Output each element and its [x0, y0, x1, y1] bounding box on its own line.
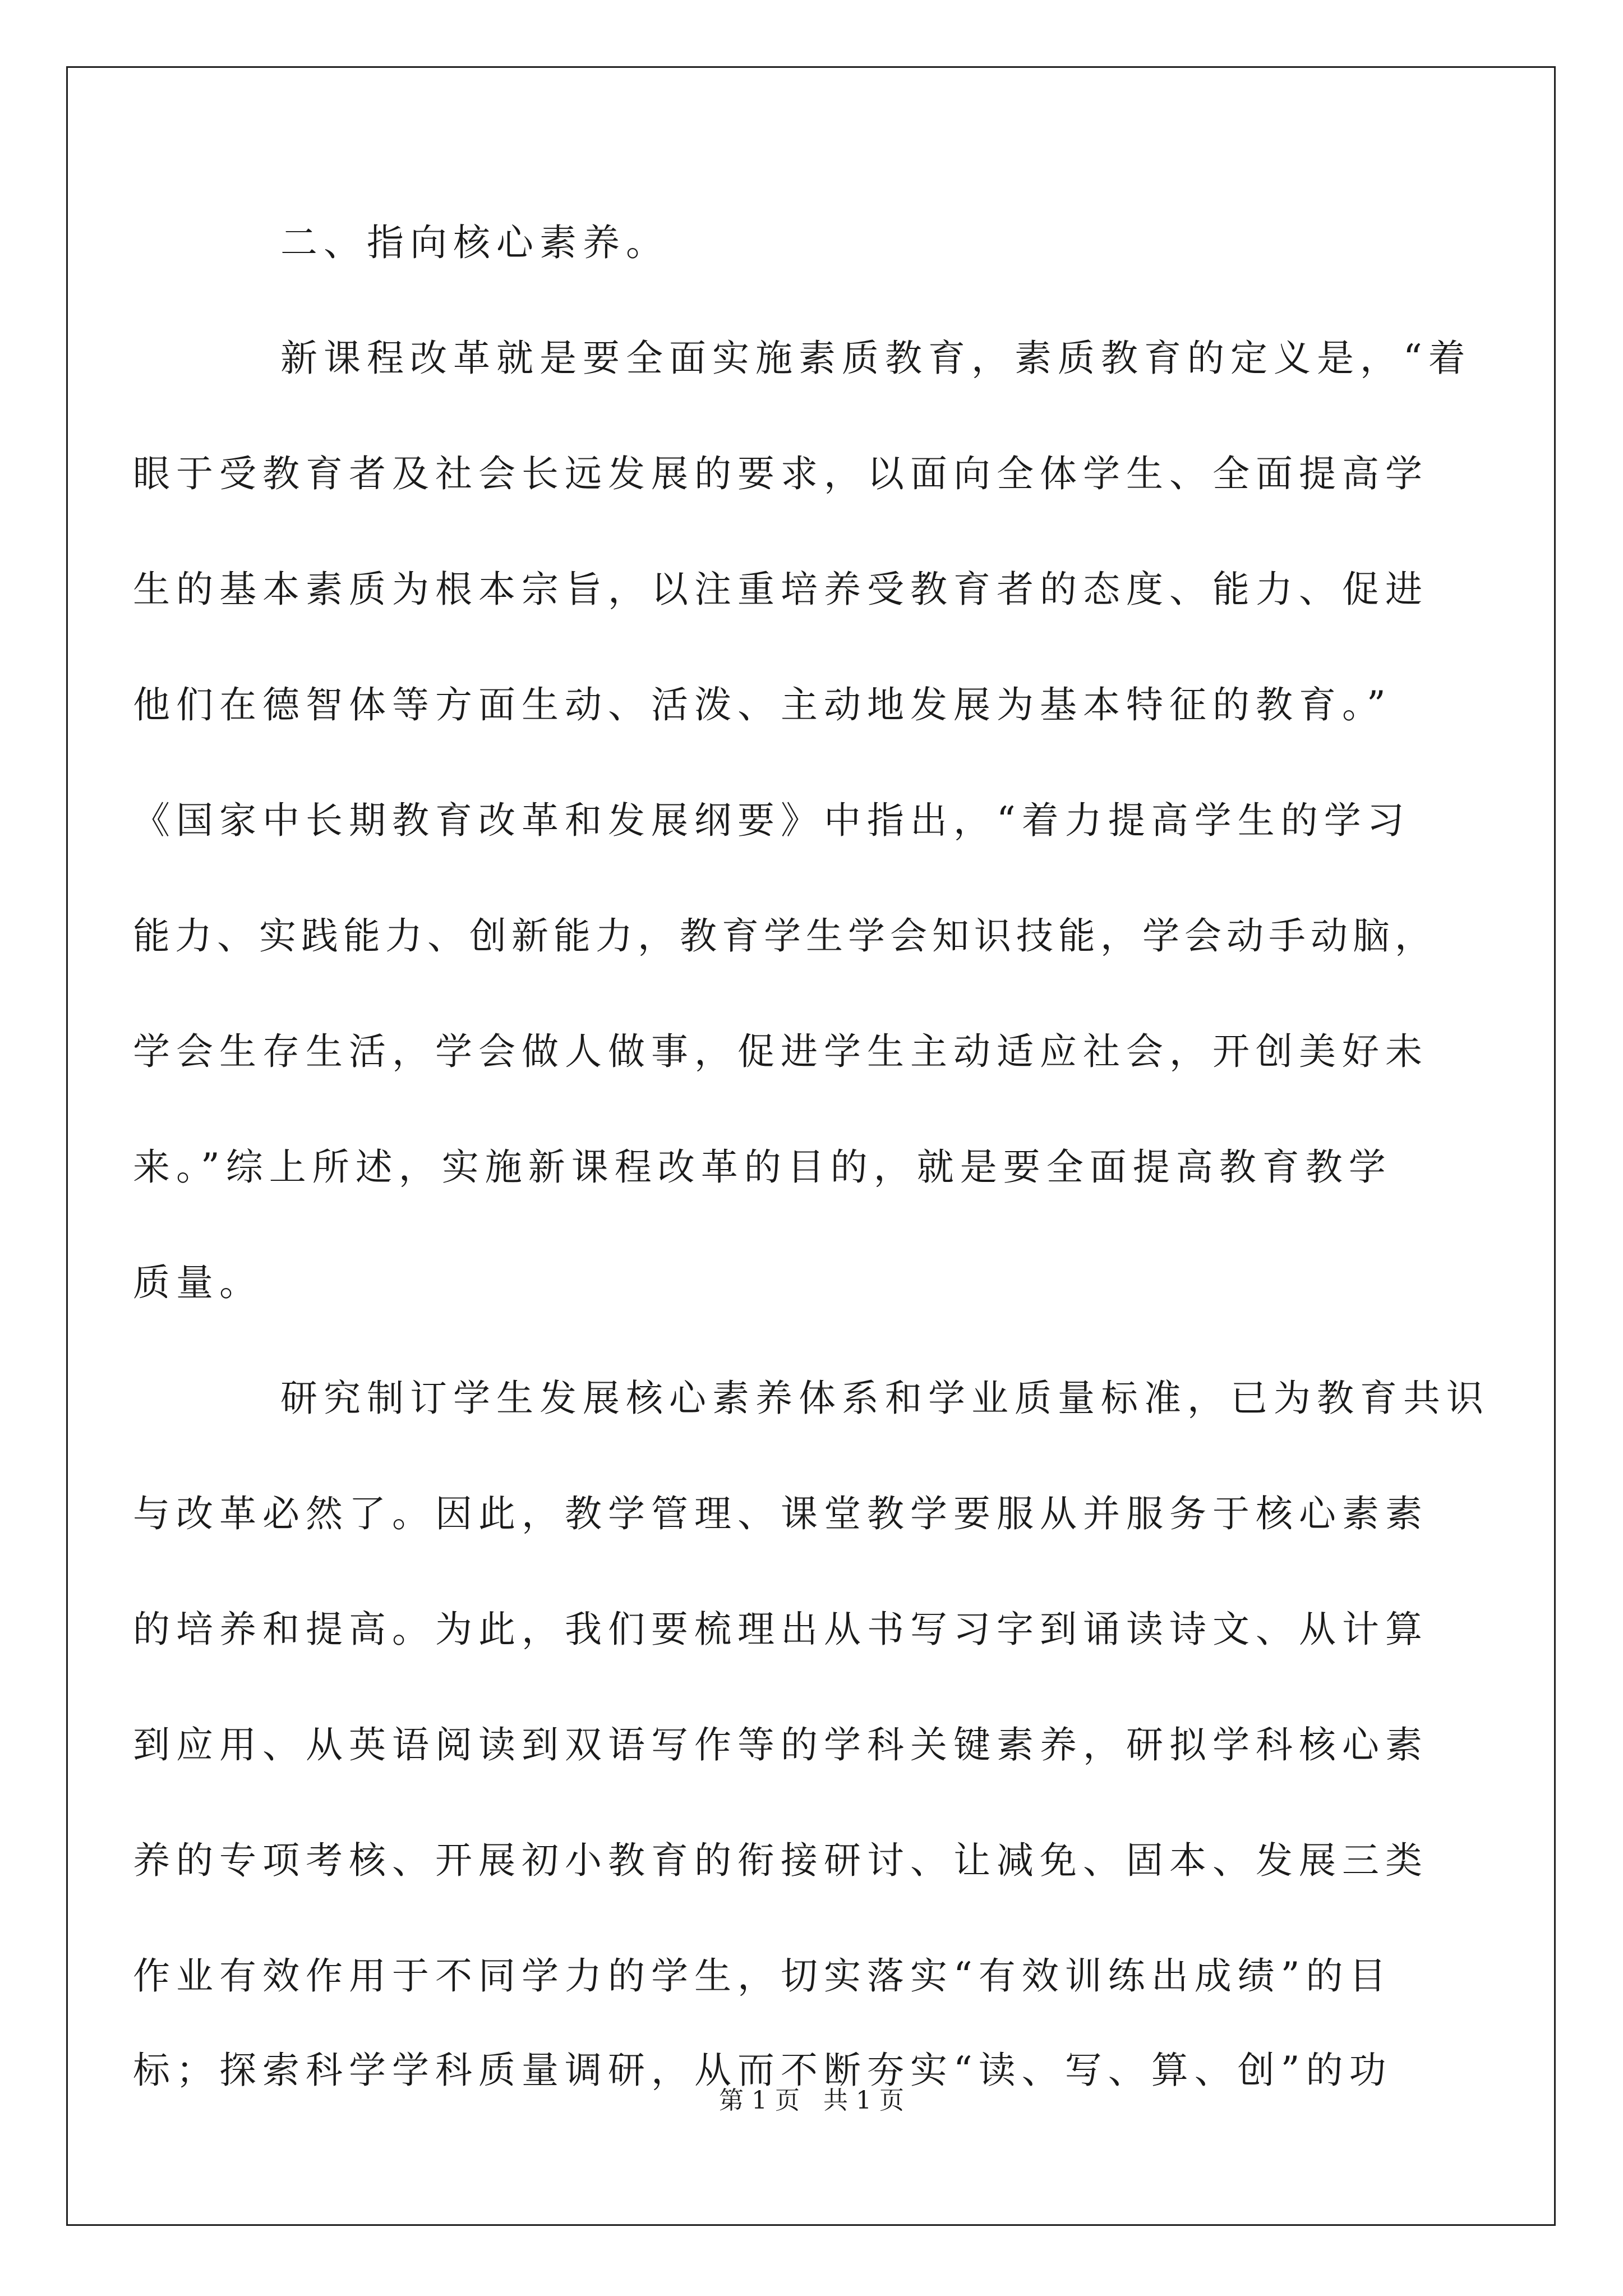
paragraph-line: 养的专项考核、开展初小教育的衔接研讨、让减免、固本、发展三类 — [133, 1839, 1428, 1882]
page-number-footer: 第 1 页 共 1 页 — [719, 2086, 904, 2115]
paragraph-line: 到应用、从英语阅读到双语写作等的学科关键素养，研拟学科核心素 — [133, 1723, 1428, 1766]
paragraph-line: 《国家中长期教育改革和发展纲要》中指出，“着力提高学生的学习 — [133, 799, 1410, 842]
paragraph-line: 眼于受教育者及社会长远发展的要求，以面向全体学生、全面提高学 — [133, 452, 1428, 495]
paragraph-line: 能力、实践能力、创新能力，教育学生学会知识技能，学会动手动脑， — [133, 914, 1437, 958]
section-heading: 二、指向核心素养。 — [280, 221, 669, 264]
paragraph-line: 的培养和提高。为此，我们要梳理出从书写习字到诵读诗文、从计算 — [133, 1608, 1428, 1651]
paragraph-line: 来。”综上所述，实施新课程改革的目的，就是要全面提高教育教学 — [133, 1145, 1392, 1189]
paragraph-line: 作业有效作用于不同学力的学生，切实落实“有效训练出成绩”的目 — [133, 1954, 1393, 1998]
paragraph-line: 与改革必然了。因此，教学管理、课堂教学要服从并服务于核心素素 — [133, 1492, 1428, 1535]
paragraph-line: 他们在德智体等方面生动、活泼、主动地发展为基本特征的教育。” — [133, 683, 1392, 726]
paragraph-line: 学会生存生活，学会做人做事，促进学生主动适应社会，开创美好未 — [133, 1030, 1428, 1073]
paragraph-line: 生的基本素质为根本宗旨，以注重培养受教育者的态度、能力、促进 — [133, 568, 1428, 611]
paragraph-line: 新课程改革就是要全面实施素质教育，素质教育的定义是，“着 — [280, 337, 1472, 380]
paragraph-line: 质量。 — [133, 1261, 262, 1304]
paragraph-line: 标；探索科学学科质量调研，从而不断夯实“读、写、算、创”的功 — [133, 2049, 1393, 2092]
paragraph-line: 研究制订学生发展核心素养体系和学业质量标准，已为教育共识 — [280, 1377, 1490, 1420]
